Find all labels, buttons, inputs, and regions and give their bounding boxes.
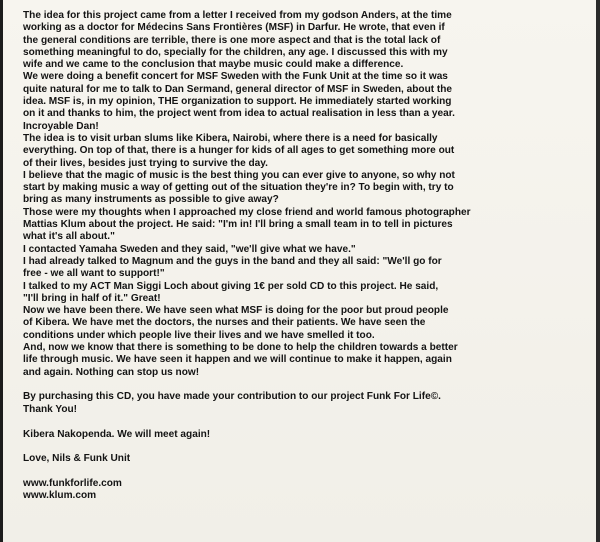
paragraph-gap: [23, 416, 588, 429]
letter-line: and again. Nothing can stop us now!: [23, 366, 200, 378]
letter-line: quite natural for me to talk to Dan Sermand, general director of MSF in Sweden, about the: [23, 83, 453, 95]
letter-line: what it's all about.": [23, 231, 115, 243]
letter-line: of their lives, besides just trying to survive the day.: [23, 157, 268, 169]
letter-line: something meaningful to do, specially for the children, any age. I discussed this with my: [23, 46, 448, 58]
paragraph-gap: [23, 379, 588, 392]
letter-line: everything. On top of that, there is a hunger for kids of all ages to get something more out: [23, 145, 455, 157]
letter-line: of Kibera. We have met the doctors, the nurses and their patients. We have seen the: [23, 317, 426, 329]
signature: Love, Nils & Funk Unit: [23, 453, 131, 465]
letter-line: on it and thanks to him, the project went from idea to actual realisation in less than a year.: [23, 108, 455, 120]
letter-text: [23, 10, 588, 503]
closing-line: Kibera Nakopenda. We will meet again!: [23, 428, 211, 440]
letter-line: Now we have been there. We have seen what MSF is doing for the poor but proud people: [23, 305, 449, 317]
letter-line: The idea is to visit urban slums like Kibera, Nairobi, where there is a need for basically: [23, 132, 438, 144]
letter-line: idea. MSF is, in my opinion, THE organization to support. He immediately started working: [23, 96, 452, 108]
letter-line: Mattias Klum about the project. He said: "I'm in! I'll bring a small team in to tell in pictures: [23, 219, 453, 231]
page-left-edge: [0, 0, 3, 542]
page-right-edge: [596, 0, 600, 542]
letter-line: Those were my thoughts when I approached my close friend and world famous photographer: [23, 206, 471, 218]
letter-line: start by making music a way of getting out of the situation they're in? To begin with, try to: [23, 182, 454, 194]
thank-you-line: Thank You!: [23, 403, 78, 415]
letter-line: bring as many instruments as possible to give away?: [23, 194, 279, 206]
purchase-line: By purchasing this CD, you have made your contribution to our project Funk For Life©.: [23, 391, 441, 403]
paragraph-gap: [23, 441, 588, 454]
letter-line: Incroyable Dan!: [23, 120, 99, 132]
letter-line: life through music. We have seen it happen and we will continue to make it happen, again: [23, 354, 452, 366]
letter-line: I had already talked to Magnum and the guys in the band and they all said: "We'll go for: [23, 255, 442, 267]
paragraph-gap: [23, 466, 588, 479]
letter-line: I contacted Yamaha Sweden and they said, "we'll give what we have.": [23, 243, 356, 255]
link-klum[interactable]: www.klum.com: [23, 490, 97, 502]
letter-line: We were doing a benefit concert for MSF Sweden with the Funk Unit at the time so it was: [23, 71, 448, 83]
letter-line: And, now we know that there is something to be done to help the children towards a better: [23, 342, 458, 354]
letter-line: I believe that the magic of music is the best thing you can ever give to anyone, so why not: [23, 169, 455, 181]
letter-line: "I'll bring in half of it." Great!: [23, 292, 161, 304]
letter-line: the general conditions are terrible, there is one more aspect and that is the total lack of: [23, 34, 441, 46]
letter-line: working as a doctor for Médecins Sans Frontières (MSF) in Darfur. He wrote, that even if: [23, 22, 445, 34]
letter-line: The idea for this project came from a letter I received from my godson Anders, at the time: [23, 10, 452, 21]
letter-line: conditions under which people live their lives and we have smelled it too.: [23, 329, 375, 341]
letter-line: wife and we came to the conclusion that maybe music could make a difference.: [23, 59, 404, 71]
link-funkforlife[interactable]: www.funkforlife.com: [23, 478, 122, 490]
letter-line: I talked to my ACT Man Siggi Loch about giving 1€ per sold CD to this project. He said,: [23, 280, 439, 292]
letter-line: free - we all want to support!": [23, 268, 165, 280]
